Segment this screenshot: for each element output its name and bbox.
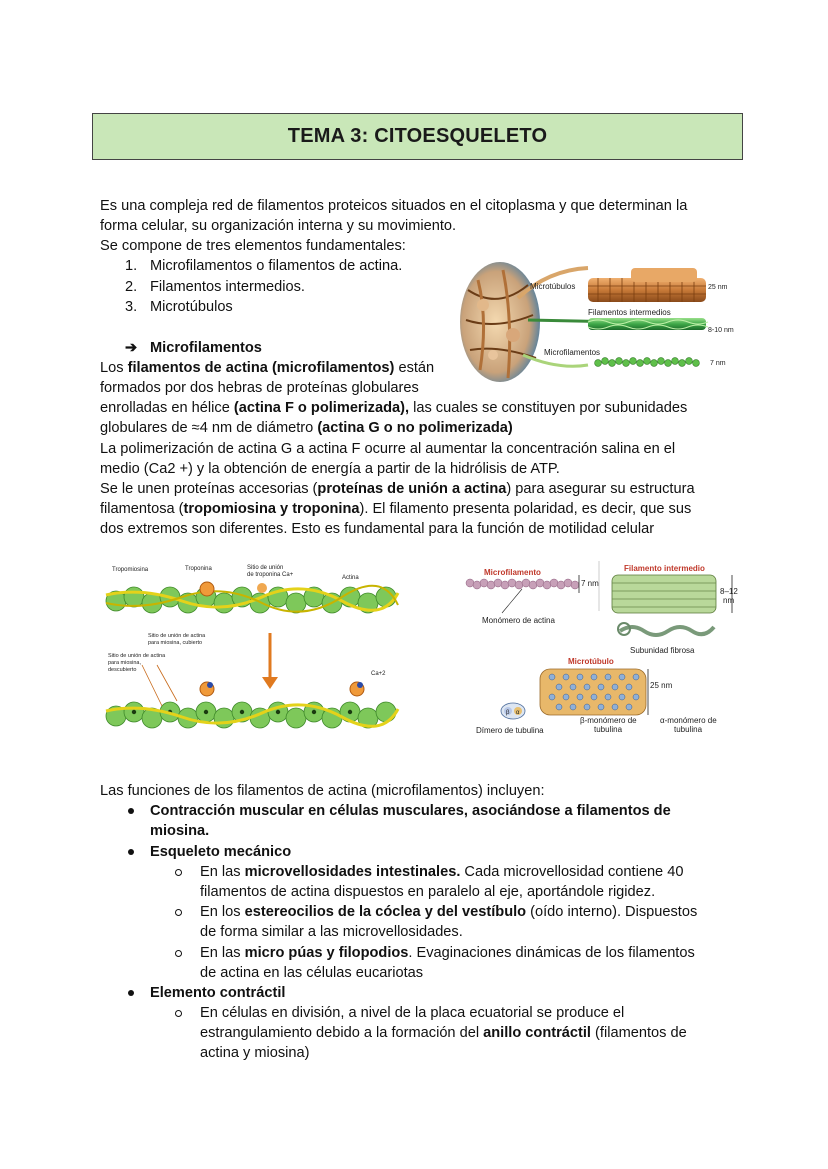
para3-line-1: Se le unen proteínas accesorias (proteínas de unión a actina) para asegurar su estructura [100, 481, 695, 497]
funcion-1-line-2: miosina. [150, 823, 210, 839]
sub-2-line-1: En los estereocilios de la cóclea y del vestíbulo (oído interno). Dispuestos [200, 904, 698, 920]
label-microtubulos: Microtúbulos [530, 282, 576, 291]
troponin-tropomyosin-figure [102, 561, 399, 746]
list-number: 2. [125, 279, 138, 295]
label-alpha-symbol: α [516, 710, 520, 716]
label-ca2: Ca+2 [371, 671, 386, 677]
sub-4-line-3: actina y miosina) [200, 1045, 310, 1061]
label-subunidad-fibrosa: Subunidad fibrosa [630, 646, 695, 655]
label-descubierto-1: Sitio de unión de actina [108, 653, 166, 659]
sub-3-line-1: En las micro púas y filopodios. Evaginaciones dinámicas de los filamentos [200, 945, 695, 961]
arrow-icon: ➔ [125, 340, 138, 356]
label-7nm: 7 nm [710, 360, 726, 367]
funciones-intro: Las funciones de los filamentos de actina (microfilamentos) incluyen: [100, 783, 545, 799]
label-beta-symbol: β [506, 710, 510, 716]
intro-line-1: Es una compleja red de filamentos proteicos situados en el citoplasma y que determinan la [100, 198, 688, 214]
bullet-icon [128, 990, 134, 996]
label-troponina: Troponina [185, 566, 212, 572]
para1-line-1: Los filamentos de actina (microfilamentos) están [100, 360, 435, 376]
list-number: 1. [125, 258, 138, 274]
label-tropomiosina: Tropomiosina [112, 567, 149, 573]
list-item: Microfilamentos o filamentos de actina. [150, 258, 403, 274]
label-beta-monomero: β-monómero de [580, 716, 637, 725]
label-descubierto-3: descubierto [108, 667, 137, 673]
sub-4-line-2: estrangulamiento debido a la formación del anillo contráctil (filamentos de [200, 1025, 687, 1041]
funcion-1-line-1: Contracción muscular en células musculares, asociándose a filamentos de [150, 803, 671, 819]
list-item: Microtúbulos [150, 299, 233, 315]
sub-4-line-1: En células en división, a nivel de la placa ecuatorial se produce el [200, 1005, 625, 1021]
para2-line-1: La polimerización de actina G a actina F ocurre al aumentar la concentración salina en el [100, 441, 676, 457]
label-filamentos-intermedios: Filamentos intermedios [588, 308, 671, 317]
label-descubierto-2: para miosina, [108, 660, 142, 666]
sub-bullet-icon [175, 909, 182, 916]
sub-1-line-2: filamentos de actina dispuestos en paralelo al eje, aportándole rigidez. [200, 884, 656, 900]
sub-2-line-2: de forma similar a las microvellosidades. [200, 924, 463, 940]
sub-bullet-icon [175, 869, 182, 876]
sub-1-line-1: En las microvellosidades intestinales. Cada microvellosidad contiene 40 [200, 864, 684, 880]
label-actina: Actina [342, 575, 359, 581]
para3-line-2: filamentosa (tropomiosina y troponina). El filamento presenta polaridad, es decir, que sus [100, 501, 692, 517]
label-sitio-troponina-2: de troponina Ca+ [247, 572, 294, 578]
funcion-3: Elemento contráctil [150, 985, 286, 1001]
label-cubierto-1: Sitio de unión de actina [148, 633, 206, 639]
para3-line-3: dos extremos son diferentes. Esto es fundamental para la función de motilidad celular [100, 521, 655, 537]
label-25nm: 25 nm [650, 681, 673, 690]
bullet-icon [128, 808, 134, 814]
label-beta-tubulina: tubulina [594, 725, 623, 734]
label-microtubulo: Microtúbulo [568, 657, 614, 666]
list-number: 3. [125, 299, 138, 315]
cytoskeleton-figure [458, 260, 742, 384]
list-item: Filamentos intermedios. [150, 279, 305, 295]
sub-3-line-2: de actina en las células eucariotas [200, 965, 424, 981]
label-monomero-actina: Monómero de actina [482, 616, 555, 625]
para1-line-2: formados por dos hebras de proteínas globulares [100, 380, 419, 396]
label-8-12-nm: nm [723, 596, 735, 605]
label-filamento-intermedio: Filamento intermedio [624, 564, 705, 573]
label-7nm: 7 nm [581, 579, 599, 588]
bullet-icon [128, 849, 134, 855]
label-8-12: 8–12 [720, 587, 738, 596]
label-alpha-tubulina: tubulina [674, 725, 703, 734]
section-heading: Microfilamentos [150, 340, 262, 356]
page-title: TEMA 3: CITOESQUELETO [287, 125, 548, 147]
label-8-10nm: 8-10 nm [708, 327, 734, 334]
para2-line-2: medio (Ca2 +) y la obtención de energía a partir de la hidrólisis de ATP. [100, 461, 560, 477]
sub-bullet-icon [175, 950, 182, 957]
label-alpha-monomero: α-monómero de [660, 716, 717, 725]
label-microfilamentos: Microfilamentos [544, 348, 601, 357]
funcion-2: Esqueleto mecánico [150, 844, 292, 860]
intro-line-3: Se compone de tres elementos fundamentales: [100, 238, 406, 254]
sub-bullet-icon [175, 1010, 182, 1017]
label-sitio-troponina-1: Sitio de unión [247, 565, 284, 571]
para1-line-4: globulares de ≈4 nm de diámetro (actina G o no polimerizada) [100, 420, 513, 436]
label-dimero-tubulina: Dímero de tubulina [476, 726, 544, 735]
filament-comparison-figure [462, 561, 736, 741]
title-banner [92, 113, 743, 160]
label-microfilamento: Microfilamento [484, 568, 541, 577]
label-25nm: 25 nm [708, 284, 728, 291]
label-cubierto-2: para miosina, cubierto [148, 640, 203, 646]
intro-line-2: forma celular, su organización interna y su movimiento. [100, 218, 457, 234]
para1-line-3: enrolladas en hélice (actina F o polimerizada), las cuales se constituyen por subunidades [100, 400, 688, 416]
